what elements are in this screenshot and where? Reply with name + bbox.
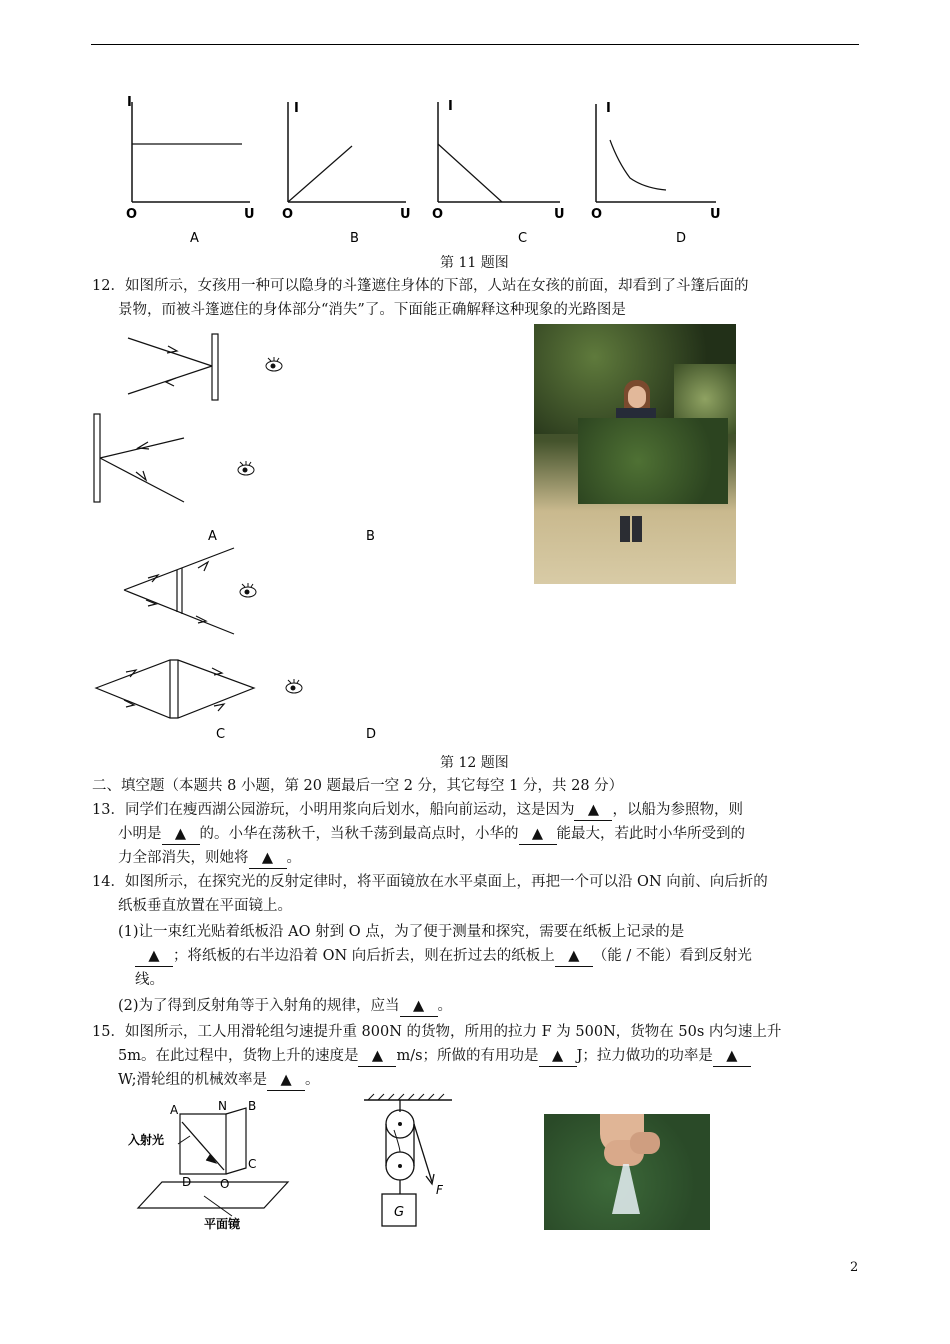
- force-label: F: [436, 1183, 443, 1197]
- answer-blank: ▲: [400, 996, 438, 1017]
- svg-text:U: U: [400, 207, 411, 222]
- svg-text:A: A: [170, 1103, 179, 1117]
- svg-text:O: O: [220, 1177, 230, 1191]
- graph-a-label: A: [190, 231, 199, 246]
- q12-text-line2: 景物，而被斗篷遮住的身体部分“消失”了。下面能正确解释这种现象的光路图是: [118, 302, 626, 318]
- header-rule: [91, 44, 859, 45]
- svg-text:U: U: [244, 207, 255, 222]
- figure-14-reflection-apparatus: [124, 1096, 294, 1236]
- diagram-b-label: B: [366, 529, 375, 544]
- cloak-photo: [534, 324, 736, 584]
- figure-11-caption: 第 11 题图: [440, 255, 509, 271]
- q15-line1: 15．如图所示，工人用滑轮组匀速提升重 800N 的货物，所用的拉力 F 为 500N，货物在 50s 内匀速上升: [92, 1024, 782, 1040]
- figure-12-light-paths: [88, 326, 408, 756]
- q13-line3: 力全部消失，则她将 ▲ 。: [118, 848, 301, 869]
- answer-blank: ▲: [555, 946, 593, 967]
- answer-blank: ▲: [539, 1046, 577, 1067]
- section-2-heading: 二、填空题（本题共 8 小题，第 20 题最后一空 2 分，其它每空 1 分，共 28 分）: [92, 778, 624, 794]
- figure-11-graphs: [110, 92, 740, 252]
- q14-line4: ▲ ；将纸板的右半边沿着 ON 向后折去，则在折过去的纸板上 ▲ （能 / 不能）看到反射光: [135, 946, 752, 967]
- answer-blank: ▲: [249, 848, 287, 869]
- graph-a: [126, 95, 255, 246]
- q13-line2: 小明是 ▲ 的。小华在荡秋千，当秋千荡到最高点时，小华的 ▲ 能最大，若此时小华所受到的: [118, 824, 745, 845]
- q14-line2: 纸板垂直放置在平面镜上。: [118, 898, 292, 914]
- graph-c: [432, 99, 565, 246]
- diagram-a-label: A: [208, 529, 217, 544]
- graph-b-label: B: [350, 231, 359, 246]
- answer-blank: ▲: [713, 1046, 751, 1067]
- svg-text:N: N: [218, 1099, 227, 1113]
- svg-text:I: I: [606, 101, 611, 116]
- q14-line3: (1)让一束红光贴着纸板沿 AO 射到 O 点，为了便于测量和探究，需要在纸板上记录的是: [118, 924, 685, 940]
- mirror-label: 平面镜: [204, 1217, 241, 1231]
- incident-light-label: 入射光: [128, 1133, 165, 1147]
- q12-text-line1: 12．如图所示，女孩用一种可以隐身的斗篷遮住身体的下部，人站在女孩的前面，却看到了斗篷后面的: [92, 278, 749, 294]
- graph-d: [591, 101, 721, 246]
- diagram-d-label: D: [366, 727, 377, 742]
- eye-icon: [238, 461, 254, 475]
- answer-blank: ▲: [358, 1046, 396, 1067]
- svg-text:B: B: [248, 1099, 257, 1113]
- diagram-c-label: C: [216, 727, 226, 742]
- svg-text:C: C: [248, 1157, 257, 1171]
- answer-blank: ▲: [267, 1070, 305, 1091]
- svg-text:D: D: [182, 1175, 192, 1189]
- eye-icon: [240, 583, 256, 597]
- q14-line5: 线。: [135, 972, 164, 988]
- svg-text:U: U: [710, 207, 721, 222]
- q15-line3: W;滑轮组的机械效率是 ▲ 。: [118, 1070, 320, 1091]
- q15-line2: 5m。在此过程中，货物上升的速度是 ▲ m/s；所做的有用功是 ▲ J；拉力做功的功率是 ▲: [118, 1046, 751, 1067]
- q14-line6: (2)为了得到反射角等于入射角的规律，应当 ▲ 。: [118, 996, 452, 1017]
- eye-icon: [286, 679, 302, 693]
- answer-blank: ▲: [519, 824, 557, 845]
- figure-12-caption: 第 12 题图: [440, 755, 509, 771]
- page-number: 2: [850, 1260, 859, 1275]
- graph-b: [282, 101, 411, 246]
- answer-blank: ▲: [162, 824, 200, 845]
- weight-label: G: [394, 1205, 405, 1220]
- svg-text:O: O: [126, 207, 138, 222]
- answer-blank: ▲: [574, 800, 612, 821]
- flask-photo: [544, 1114, 710, 1230]
- graph-c-label: C: [518, 231, 528, 246]
- svg-text:O: O: [432, 207, 444, 222]
- svg-text:U: U: [554, 207, 565, 222]
- q14-line1: 14．如图所示，在探究光的反射定律时，将平面镜放在水平桌面上，再把一个可以沿 ON 向前、向后折的: [92, 874, 768, 890]
- svg-text:O: O: [282, 207, 294, 222]
- answer-blank: ▲: [135, 946, 173, 967]
- svg-text:O: O: [591, 207, 603, 222]
- q13-line1: 13．同学们在瘦西湖公园游玩，小明用浆向后划水，船向前运动，这是因为 ▲ ，以船为参照物，则: [92, 800, 743, 821]
- axis-i-label: I: [127, 95, 132, 110]
- graph-d-label: D: [676, 231, 687, 246]
- svg-text:I: I: [294, 101, 299, 116]
- eye-icon: [266, 357, 282, 371]
- svg-text:I: I: [448, 99, 453, 114]
- figure-15-pulley: [360, 1090, 460, 1234]
